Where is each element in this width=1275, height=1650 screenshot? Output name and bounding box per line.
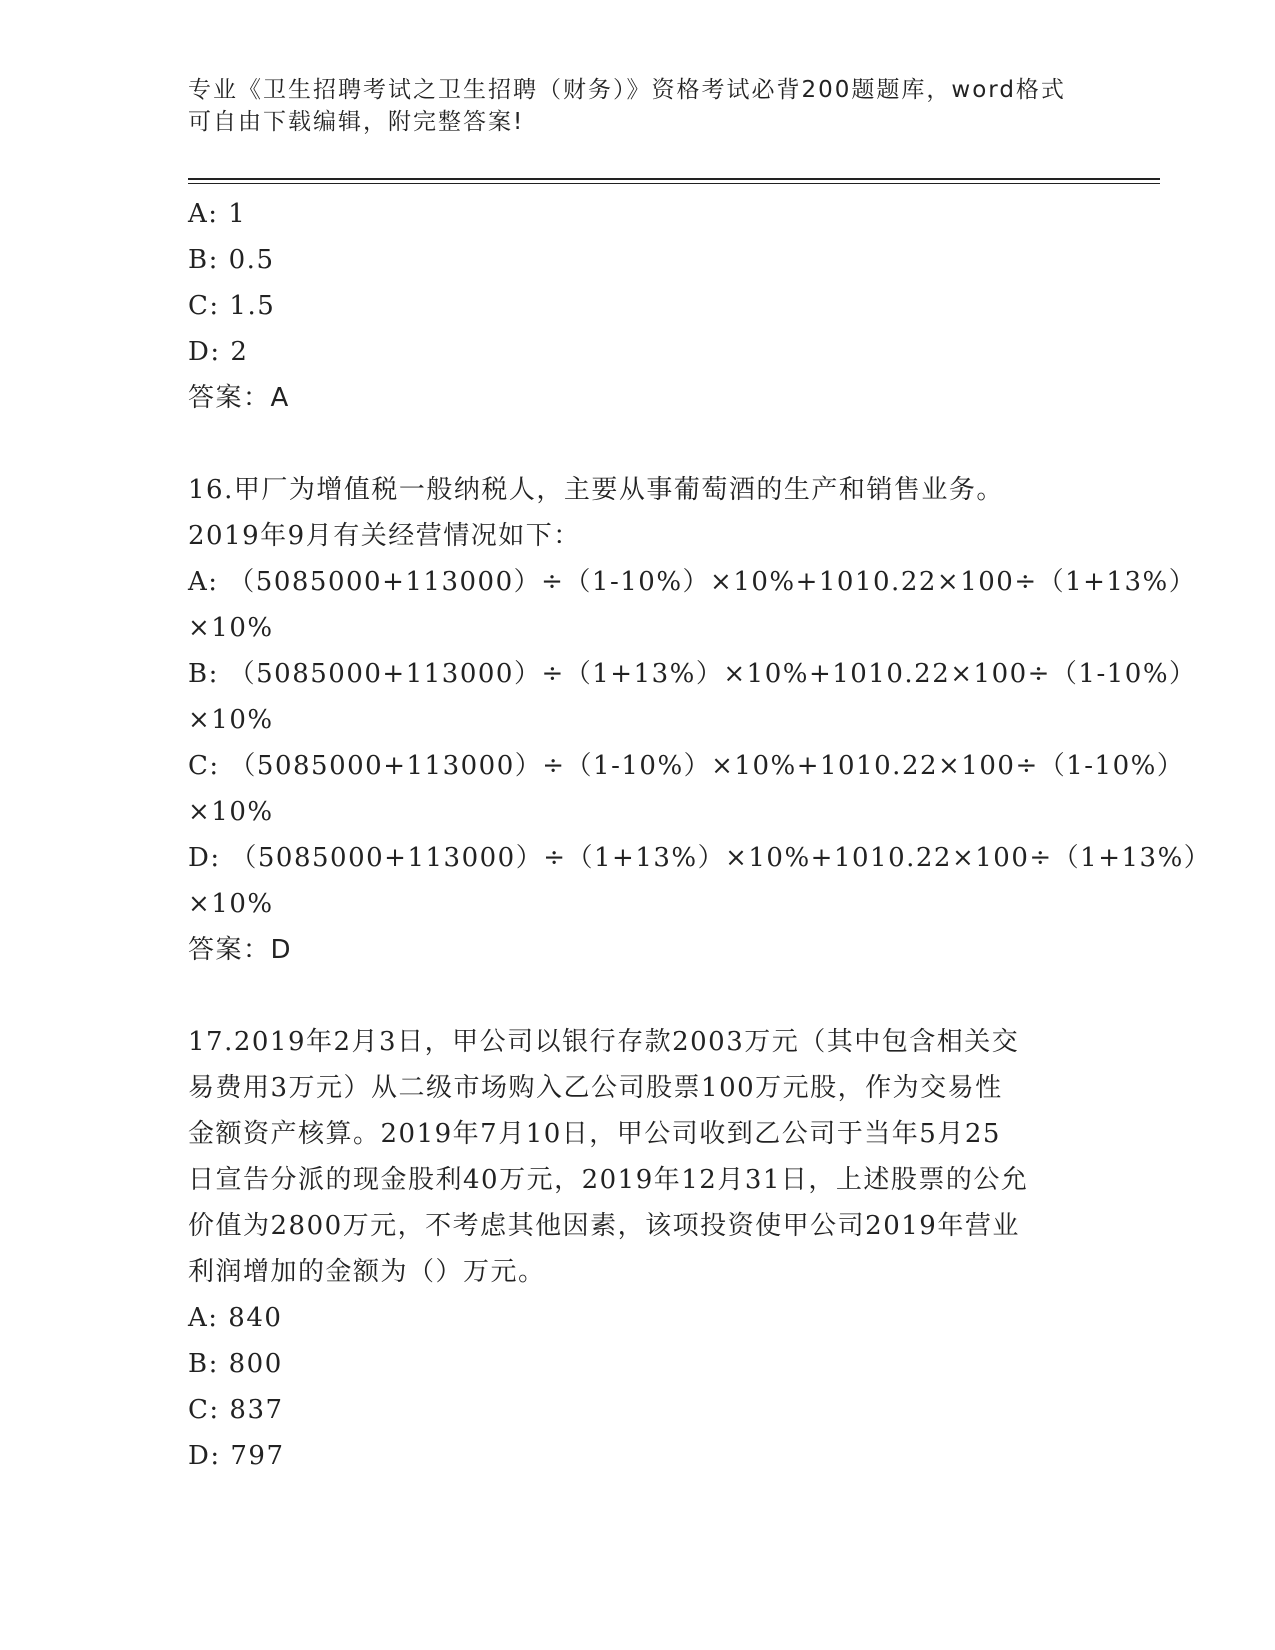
header-divider-thin — [188, 183, 1160, 184]
option-b: B: 0.5 — [188, 245, 275, 275]
option-b-continued: ×10% — [188, 705, 274, 735]
question-17-stem-line-5: 价值为2800万元，不考虑其他因素，该项投资使甲公司2019年营业 — [188, 1211, 1020, 1241]
option-a-continued: ×10% — [188, 613, 274, 643]
header-title-line-2: 可自由下载编辑，附完整答案! — [188, 109, 525, 135]
option-a: A: 840 — [188, 1303, 283, 1333]
question-15-options — [188, 191, 1088, 375]
question-17-stem-line-4: 日宣告分派的现金股利40万元，2019年12月31日，上述股票的公允 — [188, 1165, 1029, 1195]
question-17-stem-line-1: 17.2019年2月3日，甲公司以银行存款2003万元（其中包含相关交 — [188, 1027, 1020, 1057]
question-16-stem-line-2: 2019年9月有关经营情况如下： — [188, 521, 581, 551]
option-a: A: 1 — [188, 199, 247, 229]
header-divider-thick — [188, 178, 1160, 180]
option-a: A: （5085000+113000）÷（1-10%）×10%+1010.22×100÷（1+13%） — [188, 567, 1197, 597]
question-17-stem-line-2: 易费用3万元）从二级市场购入乙公司股票100万元股，作为交易性 — [188, 1073, 1003, 1103]
option-c: C: （5085000+113000）÷（1-10%）×10%+1010.22×100÷（1-10%） — [188, 751, 1185, 781]
question-16-stem-line-1: 16.甲厂为增值税一般纳税人，主要从事葡萄酒的生产和销售业务。 — [188, 475, 1004, 505]
question-16-answer: 答案：D — [188, 935, 293, 965]
option-d: D: 797 — [188, 1441, 285, 1471]
option-b: B: （5085000+113000）÷（1+13%）×10%+1010.22×100÷（1-10%） — [188, 659, 1197, 689]
option-b: B: 800 — [188, 1349, 283, 1379]
spacer — [188, 421, 1088, 467]
option-c: C: 1.5 — [188, 291, 276, 321]
header-title-line-1: 专业《卫生招聘考试之卫生招聘（财务）》资格考试必背200题题库，word格式 — [188, 77, 1066, 103]
option-d-continued: ×10% — [188, 889, 274, 919]
document-body — [188, 191, 1212, 1479]
question-15-answer: 答案：A — [188, 383, 290, 413]
option-d: D: 2 — [188, 337, 249, 367]
question-17-stem-line-3: 金额资产核算。2019年7月10日，甲公司收到乙公司于当年5月25 — [188, 1119, 1001, 1149]
option-c-continued: ×10% — [188, 797, 274, 827]
option-c: C: 837 — [188, 1395, 284, 1425]
page-header — [188, 74, 1088, 138]
question-16 — [188, 467, 1212, 973]
question-17-stem-line-6: 利润增加的金额为（）万元。 — [188, 1257, 546, 1287]
option-d: D: （5085000+113000）÷（1+13%）×10%+1010.22×100÷（1+13%） — [188, 843, 1212, 873]
question-17 — [188, 1019, 1088, 1479]
spacer — [188, 973, 1088, 1019]
